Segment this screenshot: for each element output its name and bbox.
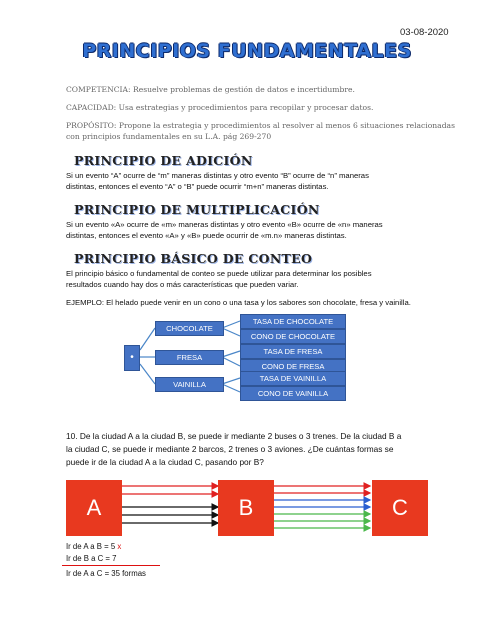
competencia-text: COMPETENCIA: Resuelve problemas de gestión de datos e incertidumbre.	[66, 85, 355, 94]
tree-leaf-tasa-vainilla: TASA DE VAINILLA	[240, 371, 346, 386]
result-a-to-b-text: Ir de A a B = 5	[66, 542, 116, 551]
heading-multiplicacion: PRINCIPIO DE MULTIPLICACIÓN	[74, 202, 320, 217]
tree-leaf-tasa-fresa: TASA DE FRESA	[240, 344, 346, 359]
tree-leaf-cono-chocolate: CONO DE CHOCOLATE	[240, 329, 346, 344]
result-a-to-b	[66, 541, 121, 553]
result-a-to-c: Ir de A a C = 35 formas	[66, 569, 146, 578]
ejemplo-text: EJEMPLO: El helado puede venir en un cono o una tasa y los sabores son chocolate, fresa y vainilla.	[66, 298, 411, 307]
multiply-mark: x	[117, 542, 122, 551]
conteo-line-1: El principio básico o fundamental de conteo se puede utilizar para determinar los posibles	[66, 269, 372, 278]
tree-leaf-tasa-chocolate: TASA DE CHOCOLATE	[240, 314, 346, 329]
problem-line-1: 10. De la ciudad A a la ciudad B, se puede ir mediante 2 buses o 3 trenes. De la ciudad B a	[66, 431, 402, 441]
tree-leaf-cono-vainilla: CONO DE VAINILLA	[240, 386, 346, 401]
heading-conteo: PRINCIPIO BÁSICO DE CONTEO	[74, 251, 313, 266]
adicion-line-1: Si un evento “A” ocurre de “m” maneras distintas y otro evento “B” ocurre de “n” maneras	[66, 171, 369, 180]
city-c-box: C	[372, 480, 428, 536]
result-underline	[62, 565, 160, 566]
tree-root-node: •	[124, 345, 140, 371]
capacidad-text: CAPACIDAD: Usa estrategias y procedimientos para recopilar y procesar datos.	[66, 103, 374, 112]
city-b-box: B	[218, 480, 274, 536]
multiplicacion-line-2: distintas, entonces el evento «A» y «B» puede ocurrir de «m.n» maneras distintas.	[66, 231, 347, 240]
result-b-to-c: Ir de B a C = 7	[66, 554, 117, 563]
conteo-line-2: resultados cuando hay dos o más características que pueden variar.	[66, 280, 299, 289]
adicion-line-2: distintas, entonces el evento “A” o “B” puede ocurrir “m+n” maneras distintas.	[66, 182, 329, 191]
problem-line-2: la ciudad C, se puede ir mediante 2 barcos, 2 trenes o 3 aviones. ¿De cuántas formas se	[66, 444, 394, 454]
tree-node-chocolate: CHOCOLATE	[155, 321, 224, 336]
multiplicacion-line-1: Si un evento «A» ocurre de «m» maneras distintas y otro evento «B» ocurre de «n» maneras	[66, 220, 383, 229]
city-a-box: A	[66, 480, 122, 536]
page-title: PRINCIPIOS FUNDAMENTALES	[82, 40, 412, 62]
tree-node-vainilla: VAINILLA	[155, 377, 224, 392]
problem-line-3: puede ir de la ciudad A a la ciudad C, pasando por B?	[66, 457, 264, 467]
proposito-line-2: con principios fundamentales en su L.A. pág 269-270	[66, 132, 272, 141]
date: 03-08-2020	[400, 27, 449, 38]
proposito-line-1: PROPÓSITO: Propone la estrategia y procedimientos al resolver al menos 6 situaciones relacionadas	[66, 121, 455, 130]
tree-leaf-cono-fresa: CONO DE FRESA	[240, 359, 346, 374]
tree-node-fresa: FRESA	[155, 350, 224, 365]
heading-adicion: PRINCIPIO DE ADICIÓN	[74, 153, 253, 168]
